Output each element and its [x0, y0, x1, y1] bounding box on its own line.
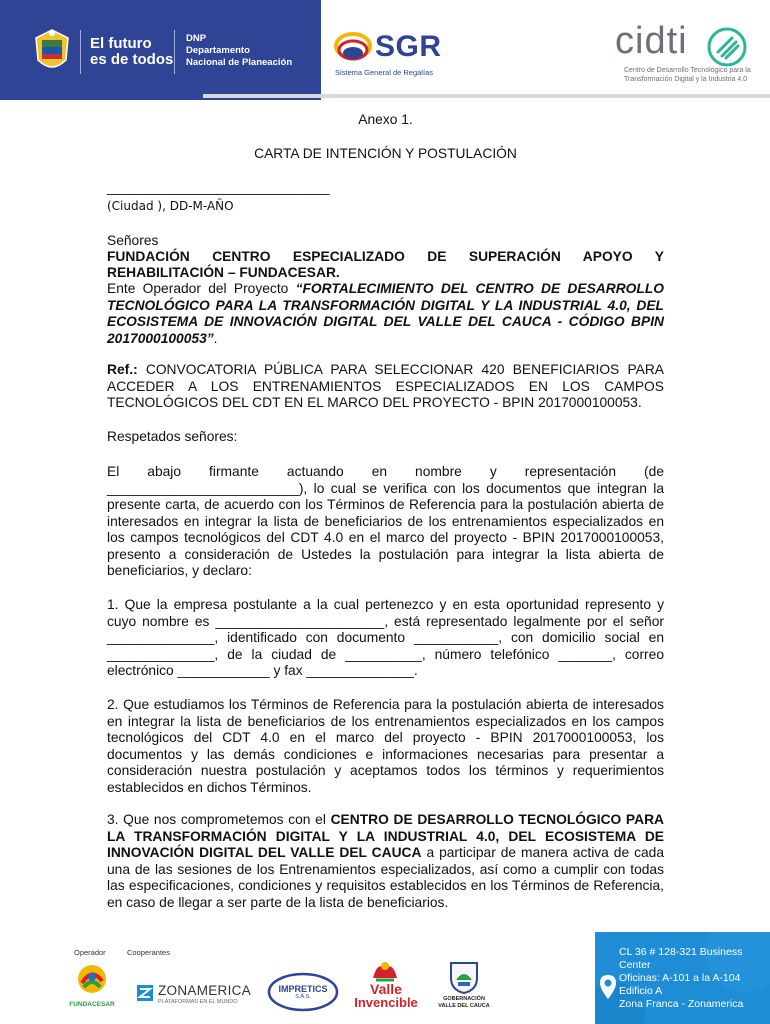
reference-text: CONVOCATORIA PÚBLICA PARA SELECCIONAR 420 BENEFICIARIOS PARA ACCEDER A LOS ENTRENAMIENTOS ESPECIALIZADOS EN LOS CAMPOS TECNOLÓGICOS DEL CDT EN EL MARCO DEL PROYECTO - BPIN 2017000100053. [107, 362, 664, 410]
operator-prefix: Ente Operador del Proyecto [107, 281, 296, 296]
addressee-line-1: FUNDACIÓN CENTRO ESPECIALIZADO DE SUPERACIÓN APOYO Y [107, 249, 664, 264]
header-rule [203, 94, 770, 98]
city-blank-line: _____________________________ [107, 180, 330, 195]
dnp-logo-text: DNP Departamento Nacional de Planeación [186, 33, 293, 68]
item-3-entity: CENTRO DE DESARROLLO TECNOLÓGICO PARA LA TRANSFORMACIÓN DIGITAL Y LA INDUSTRIAL 4.0, DEL ECOSISTEMA DE INNOVACIÓN DIGITAL DEL VALLE DEL CAUCA [107, 812, 665, 860]
partners-label: Cooperantes [127, 948, 170, 957]
document-title: CARTA DE INTENCIÓN Y POSTULACIÓN [254, 146, 517, 161]
operator-end: . [213, 330, 218, 346]
address-text: CL 36 # 128-321 Business Center Oficinas: A-101 a la A-104 Edificio A Zona Franca - Zonamerica [619, 946, 744, 1010]
government-banner [0, 0, 321, 100]
impretics-text: IMPRETICS [278, 984, 328, 994]
reference-paragraph [107, 362, 664, 412]
cidti-emblem-icon [706, 26, 748, 68]
gobernacion-shield-icon [448, 960, 480, 994]
gobernacion-text: GOBERNACIÓN VALLE DEL CAUCA [438, 996, 490, 1009]
paragraph-item-1: 1. Que la empresa postulante a la cual pertenezco y en esta oportunidad represento y cuyo nombre es ______________________, está representado legalmente por el señor ______________, identificado con documento ___________, con domicilio social en ______________, de la ciudad de __________, número telefónico _______, correo electrónico ____________ y fax ______________. [107, 597, 664, 678]
letterhead [0, 0, 770, 100]
paragraph-declaration: El abajo firmante actuando en nombre y representación (de _________________________), lo cual se verifica con los documentos que integran la presente carta, de acuerdo con los Términos de Referencia para la postulación abierta de interesados en integrar la lista de beneficiarios de los entrenamientos especializados en los campos tecnológicos del CDT 4.0 en el marco del proyecto - BPIN 2017000100053, presento a consideración de Ustedes la postulación para integrar la lista abierta de beneficiarios, y declaro: [107, 464, 664, 578]
cidti-logo-text: cidti [615, 20, 688, 62]
fundacesar-text: FUNDACESAR [69, 1001, 115, 1008]
sgr-emblem-icon [333, 28, 373, 68]
reference-label: Ref.: [107, 362, 138, 377]
project-name: “FORTALECIMIENTO DEL CENTRO DE DESARROLLO TECNOLÓGICO PARA LA TRANSFORMACIÓN DIGITAL Y LA INDUSTRIAL 4.0, DEL ECOSISTEMA DE INNOVACIÓN DIGITAL DEL VALLE DEL CAUCA - CÓDIGO BPIN 2017000100053” [107, 281, 664, 346]
impretics-logo [267, 972, 339, 1012]
salutation: Señores [107, 233, 159, 248]
paragraph-item-2: 2. Que estudiamos los Términos de Referencia para la postulación abierta de interesados en integrar la lista de beneficiarios de los entrenamientos especializados en los campos tecnológicos del CDT 4.0 en el marco del proyecto - BPIN 2017000100053, los documentos y las demás condiciones e informaciones necesarias para presentar a consideración nuestra postulación y aceptamos todos los términos y requerimientos establecidos en dichos Términos. [107, 697, 664, 795]
operator-label: Operador [74, 948, 106, 957]
gobernacion-logo [436, 960, 492, 1018]
operator-paragraph [107, 281, 664, 347]
el-futuro-logo-text: El futuro es de todos [90, 35, 174, 68]
zonamerica-emblem-icon [136, 984, 154, 1002]
divider [80, 30, 81, 74]
impretics-subtitle: S.A.S. [295, 994, 311, 1000]
sgr-subtitle: Sistema General de Regalías [335, 68, 433, 77]
colombia-coat-of-arms-icon [30, 26, 74, 76]
valle-invencible-logo [346, 958, 426, 1018]
divider [174, 30, 175, 74]
item-3-prefix: 3. Que nos comprometemos con el [107, 812, 331, 827]
cidti-subtitle: Centro de Desarrollo Tecnológico para la Transformación Digital y la Industria 4.0 [624, 67, 751, 83]
valle-emblem-icon [370, 958, 400, 982]
zonamerica-text: ZONAMERICA [158, 983, 252, 998]
addressee-line-2: REHABILITACIÓN – FUNDACESAR. [107, 265, 340, 280]
sgr-logo-text: SGR [375, 30, 442, 63]
address-block [595, 932, 770, 1024]
greeting: Respetados señores: [107, 429, 238, 444]
paragraph-item-3 [107, 812, 664, 911]
zonamerica-subtitle: PLATAFORMAS EN EL MUNDO [158, 999, 238, 1005]
valle-text-line-2: Invencible [354, 995, 418, 1010]
fundacesar-logo [62, 963, 122, 1018]
annex-label: Anexo 1. [358, 112, 413, 127]
location-pin-icon [599, 974, 617, 1000]
item-3-suffix: a participar de manera activa de cada una de las sesiones de los Entrenamientos especializados, así como a cumplir con todas las especificaciones, condiciones y requisitos establecidos en los Términos de Referencia, en caso de llegar a ser parte de la lista de beneficiarios. [107, 845, 664, 910]
fundacesar-emblem-icon [76, 963, 108, 997]
valle-text-line-1: Valle [370, 981, 402, 997]
city-date-line: (Ciudad ), DD-M-AÑO [107, 199, 234, 213]
zonamerica-logo [136, 981, 256, 1007]
